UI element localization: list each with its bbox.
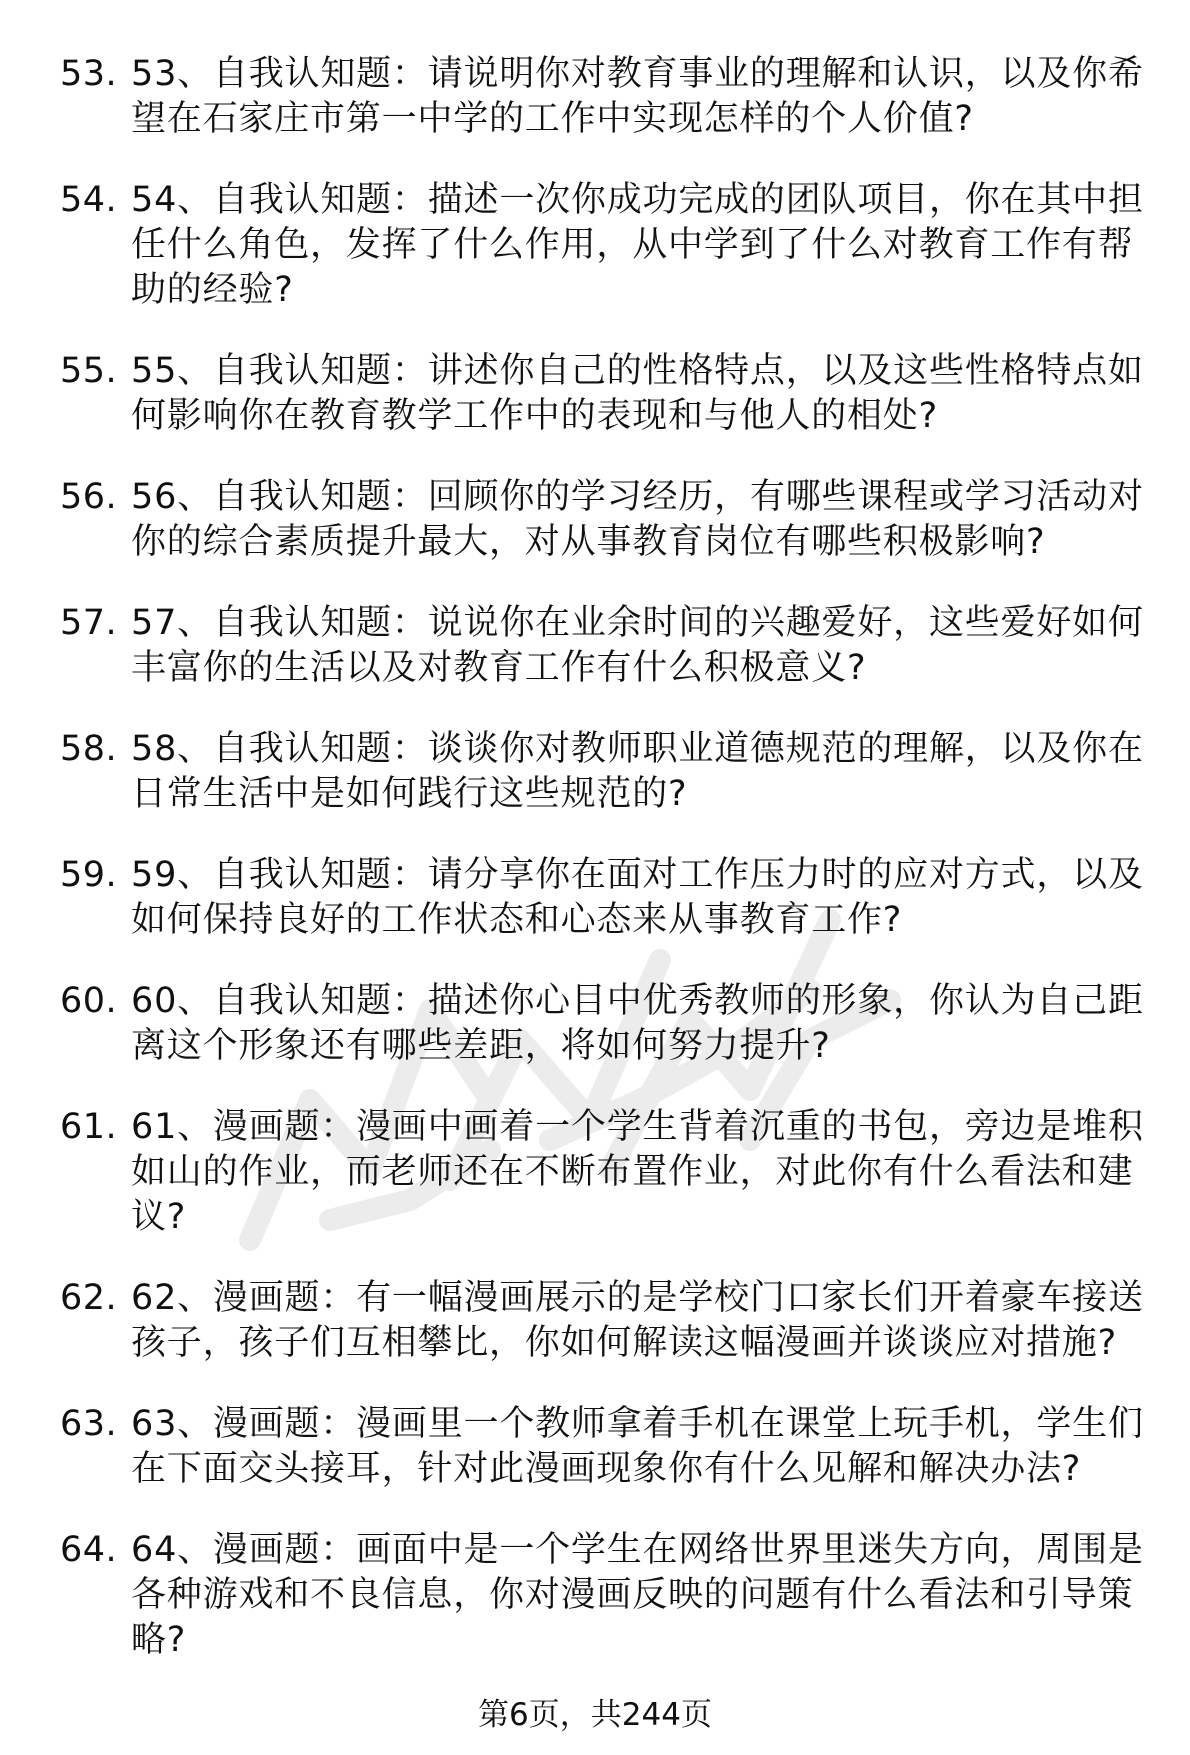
- question-number: 61.: [60, 1107, 118, 1147]
- question-number: 56.: [60, 477, 118, 517]
- question-list: [60, 52, 1160, 1699]
- question-item: [60, 1105, 1160, 1240]
- question-number: 64.: [60, 1530, 118, 1570]
- question-text: 64、漫画题：画面中是一个学生在网络世界里迷失方向，周围是各种游戏和不良信息，你对漫画反映的问题有什么看法和引导策略?: [131, 1530, 1144, 1660]
- question-item: [60, 475, 1160, 565]
- question-text: 53、自我认知题：请说明你对教育事业的理解和认识，以及你希望在石家庄市第一中学的工作中实现怎样的个人价值?: [131, 54, 1144, 139]
- question-number: 57.: [60, 603, 118, 643]
- question-number: 53.: [60, 54, 118, 94]
- question-text: 62、漫画题：有一幅漫画展示的是学校门口家长们开着豪车接送孩子，孩子们互相攀比，你如何解读这幅漫画并谈谈应对措施?: [131, 1278, 1144, 1363]
- question-item: [60, 1402, 1160, 1492]
- question-text: 57、自我认知题：说说你在业余时间的兴趣爱好，这些爱好如何丰富你的生活以及对教育工作有什么积极意义?: [131, 603, 1144, 688]
- question-number: 58.: [60, 729, 118, 769]
- question-item: [60, 727, 1160, 817]
- question-text: 54、自我认知题：描述一次你成功完成的团队项目，你在其中担任什么角色，发挥了什么作用，从中学到了什么对教育工作有帮助的经验?: [131, 180, 1144, 310]
- question-number: 60.: [60, 981, 118, 1021]
- page-footer: 第6页，共244页: [478, 1697, 712, 1733]
- question-item: [60, 1528, 1160, 1663]
- question-item: [60, 1276, 1160, 1366]
- question-number: 54.: [60, 180, 118, 220]
- question-item: [60, 52, 1160, 142]
- question-text: 60、自我认知题：描述你心目中优秀教师的形象，你认为自己距离这个形象还有哪些差距，将如何努力提升?: [131, 981, 1144, 1066]
- question-item: [60, 853, 1160, 943]
- question-item: [60, 349, 1160, 439]
- question-number: 59.: [60, 855, 118, 895]
- question-item: [60, 601, 1160, 691]
- question-number: 62.: [60, 1278, 118, 1318]
- question-text: 63、漫画题：漫画里一个教师拿着手机在课堂上玩手机，学生们在下面交头接耳，针对此漫画现象你有什么见解和解决办法?: [131, 1404, 1144, 1489]
- question-text: 58、自我认知题：谈谈你对教师职业道德规范的理解，以及你在日常生活中是如何践行这些规范的?: [131, 729, 1144, 814]
- question-text: 56、自我认知题：回顾你的学习经历，有哪些课程或学习活动对你的综合素质提升最大，对从事教育岗位有哪些积极影响?: [131, 477, 1144, 562]
- question-text: 59、自我认知题：请分享你在面对工作压力时的应对方式，以及如何保持良好的工作状态和心态来从事教育工作?: [131, 855, 1144, 940]
- question-text: 55、自我认知题：讲述你自己的性格特点，以及这些性格特点如何影响你在教育教学工作中的表现和与他人的相处?: [131, 351, 1144, 436]
- question-number: 55.: [60, 351, 118, 391]
- question-number: 63.: [60, 1404, 118, 1444]
- question-item: [60, 178, 1160, 313]
- question-text: 61、漫画题：漫画中画着一个学生背着沉重的书包，旁边是堆积如山的作业，而老师还在不断布置作业，对此你有什么看法和建议?: [131, 1107, 1144, 1237]
- question-item: [60, 979, 1160, 1069]
